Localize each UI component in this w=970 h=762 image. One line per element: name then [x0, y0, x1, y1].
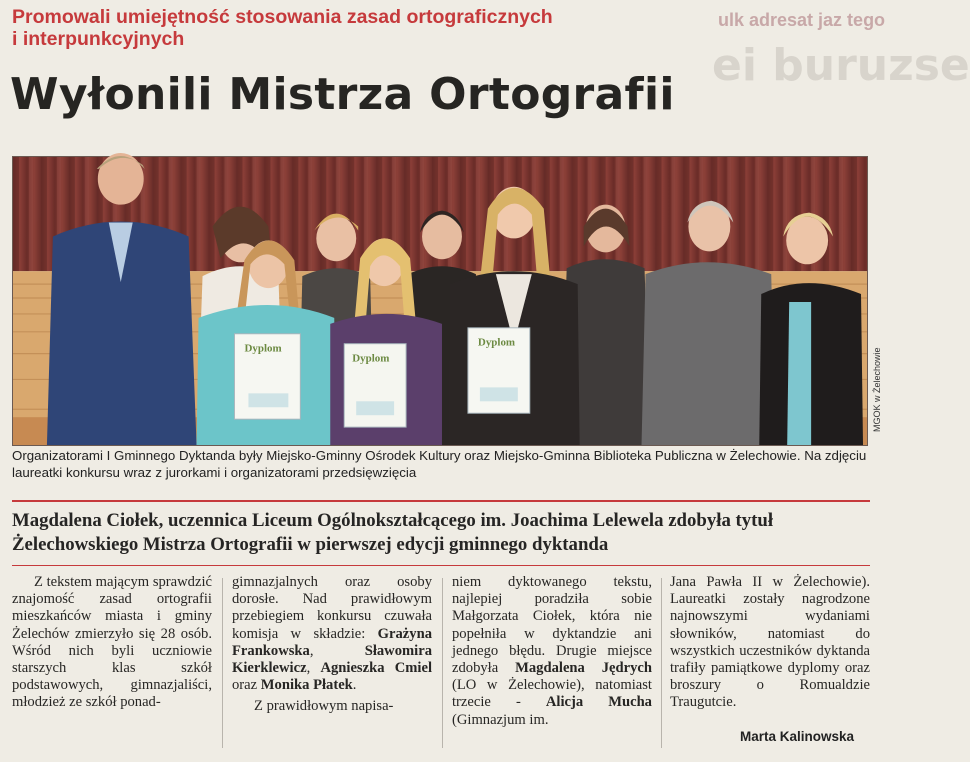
body-column-3 — [452, 574, 652, 729]
body-text-col3-end: (Gimnazjum im. — [452, 711, 549, 728]
body-text-col2-next: Z prawidłowym napisa- — [254, 698, 394, 715]
jury-separator-1: , — [309, 642, 365, 659]
diploma-label-3: Dyplom — [477, 336, 516, 349]
body-text-col3-mid: (LO w Żelechowie), natomiast trzecie - — [452, 677, 652, 711]
article-headline: Wyłonili Mistrza Ortografii — [10, 69, 675, 120]
jury-member-4: Monika Płatek — [260, 677, 353, 694]
group-photo — [12, 156, 868, 446]
photo-credit: MGOK w Żelechowie — [872, 347, 882, 432]
jury-separator-3: oraz — [232, 677, 261, 694]
third-place-name: Alicja Mucha — [545, 694, 652, 711]
jury-member-1: Grażyna Frankowska — [232, 625, 432, 659]
jury-separator-2: , — [306, 660, 321, 677]
article-author: Marta Kalinowska — [740, 729, 855, 744]
kicker-line-1: Promowali umiejętność stosowania zasad ortograficznych — [12, 6, 553, 28]
body-text-col3 — [452, 574, 652, 729]
body-text-col4: Jana Pawła II w Żelechowie). Laureatki zostały nagrodzone najnowszymi wydaniami słowników, natomiast do wszystkich uczestników dyktanda trafiły pamiątkowe dyplomy oraz broszury o Romualdzie Traugutcie. — [670, 574, 870, 711]
body-text-col2-end: . — [352, 677, 357, 694]
body-text-col1: Z tekstem mającym sprawdzić znajomość zasad ortografii mieszkańców miasta i gminy Żelechów zmierzyło się 28 osób. Wśród nich byli uczniowie starszych klas szkół podstawowych, gimnazjaliści, młodzież ze szkół ponad- — [12, 574, 212, 711]
second-place-name: Magdalena Jędrych — [515, 660, 652, 677]
adjacent-page-kicker: ulk adresat jaz tego — [718, 10, 886, 30]
lead-bottom-rule — [12, 565, 870, 566]
body-text-col2 — [232, 574, 432, 694]
body-column-1 — [12, 574, 212, 712]
kicker-line-2: i interpunkcyjnych — [12, 28, 185, 50]
group-photo-illustration — [13, 157, 867, 445]
article-lead: Magdalena Ciołek, uczennica Liceum Ogólnokształcącego im. Joachima Lelewela zdobyła tytuł Żelechowskiego Mistrza Ortografii w pierwszej edycji gminnego dyktanda — [12, 510, 774, 555]
jury-member-3: Agnieszka Cmiel — [320, 660, 432, 677]
diploma-label-2: Dyplom — [352, 352, 390, 365]
lead-top-rule — [12, 500, 870, 502]
column-divider-1 — [222, 578, 223, 748]
article-kicker — [12, 6, 732, 50]
body-text-col2-intro: gimnazjalnych oraz osoby dorosłe. Nad prawidłowym przebiegiem konkursu czuwała komisja w składzie: — [232, 574, 432, 642]
adjacent-page-headline: ei buruzse — [712, 40, 970, 91]
body-column-2 — [232, 574, 432, 716]
photo-caption: Organizatorami I Gminnego Dyktanda były Miejsko-Gminny Ośrodek Kultury oraz Miejsko-Gminna Biblioteka Publiczna w Żelechowie. Na zdjęciu laureatki konkursu wraz z jurorkami i organizatorami przedsięwzięcia — [12, 448, 867, 480]
jury-member-2: Sławomira Kierklewicz — [232, 642, 432, 677]
column-divider-2 — [442, 578, 443, 748]
body-column-4 — [670, 574, 870, 712]
diploma-label-1: Dyplom — [244, 342, 282, 355]
column-divider-3 — [661, 578, 662, 748]
body-text-col3-intro: niem dyktowanego tekstu, najlepiej poradziła sobie Małgorzata Ciołek, która nie popełniła w dyktandzie ani jednego błędu. Drugie miejsce zdobyła — [452, 574, 652, 677]
